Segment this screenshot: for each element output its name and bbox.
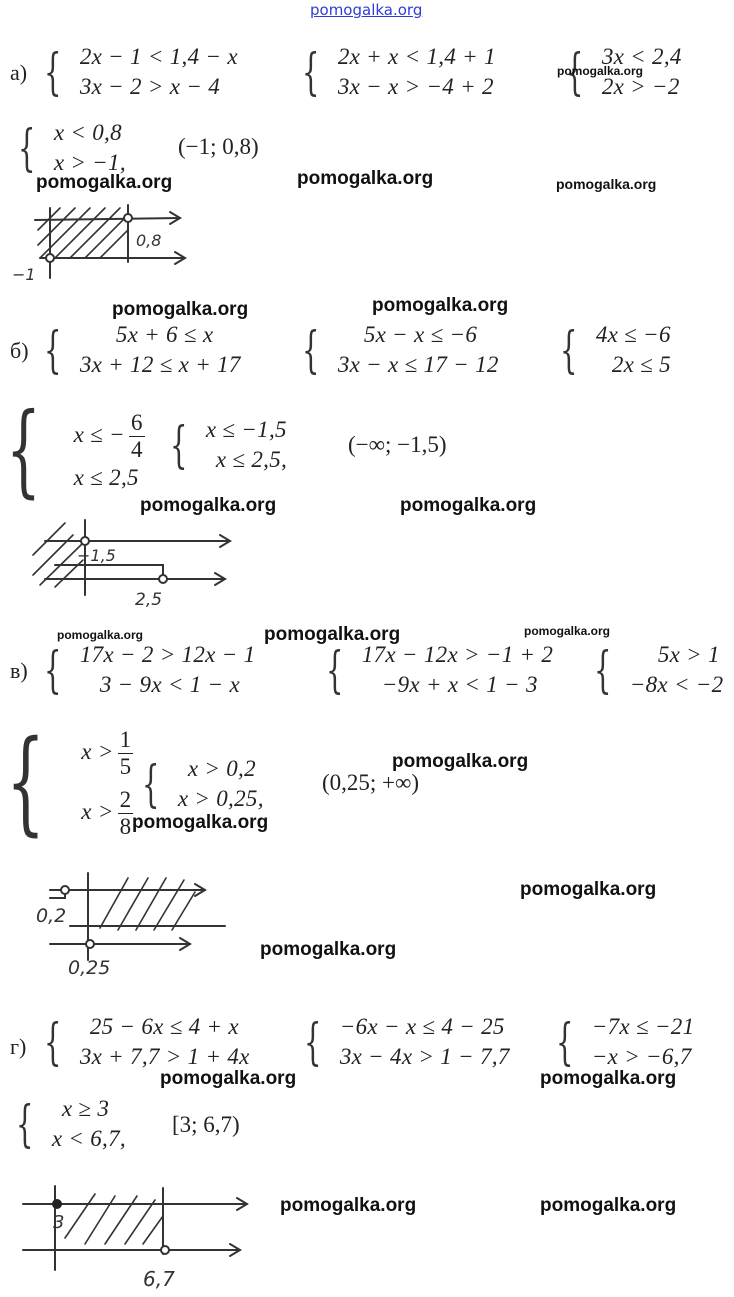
- brace-icon: {: [44, 1013, 62, 1071]
- watermark-text: pomogalka.org: [297, 168, 434, 189]
- equation-line: x > −1,: [53, 150, 126, 175]
- fraction: $\frac{1}{5}$: [119, 727, 132, 780]
- problem-c-system-4: [6, 717, 133, 847]
- brace-icon: {: [304, 1013, 322, 1071]
- brace-icon: {: [44, 641, 62, 699]
- equation-line: 5x > 1: [657, 642, 720, 667]
- problem-b-number-line-sketch: [25, 515, 235, 610]
- brace-icon: {: [326, 641, 344, 699]
- equation-line: −x > −6,7: [591, 1044, 692, 1069]
- brace-icon: {: [142, 755, 160, 813]
- watermark-text: pomogalka.org: [540, 1195, 677, 1216]
- brace-icon: {: [44, 43, 62, 101]
- equation-line: 3x + 12 ≤ x + 17: [79, 352, 241, 377]
- problem-c-label: в): [10, 658, 28, 683]
- problem-c-answer: (0,25; +∞): [322, 770, 420, 795]
- equation-line: 5x − x ≤ −6: [363, 322, 478, 347]
- problem-b-system-2: [302, 320, 499, 380]
- equation-line: 17x − 2 > 12x − 1: [79, 642, 256, 667]
- problem-d-system-2: [304, 1012, 510, 1072]
- equation-line: 25 − 6x ≤ 4 + x: [89, 1014, 239, 1039]
- problem-d-system-4: [16, 1094, 126, 1154]
- fraction: $\frac{2}{8}$: [119, 787, 132, 840]
- problem-d-label: г): [10, 1034, 27, 1059]
- problem-b-system-4: [6, 391, 145, 508]
- equation-line: 2x ≤ 5: [611, 352, 671, 377]
- problem-a-system-4: [18, 118, 126, 178]
- watermark-text: pomogalka.org: [140, 495, 277, 516]
- problem-d-system-3: [556, 1012, 694, 1072]
- problem-c-system-3: [594, 640, 723, 700]
- brace-icon: {: [16, 1095, 34, 1153]
- brace-icon: {: [594, 641, 612, 699]
- sketch-label: 0,25: [68, 957, 111, 979]
- brace-icon: {: [302, 321, 320, 379]
- site-header-link[interactable]: pomogalka.org: [310, 1, 423, 19]
- problem-b-answer: (−∞; −1,5): [348, 432, 447, 457]
- brace-icon: {: [560, 321, 578, 379]
- equation-line: x ≤ − $\frac{6}{4}$: [73, 410, 143, 463]
- equation-line: 3 − 9x < 1 − x: [99, 672, 240, 697]
- watermark-text: pomogalka.org: [392, 751, 529, 772]
- watermark-text: pomogalka.org: [520, 879, 657, 900]
- equation-line: x < 0,8: [53, 120, 122, 145]
- brace-icon: {: [170, 416, 188, 474]
- problem-d-answer: [3; 6,7): [172, 1112, 240, 1137]
- watermark-text: pomogalka.org: [264, 624, 401, 645]
- equation-line: x < 6,7,: [51, 1126, 126, 1151]
- equation-line: x ≤ 2,5,: [215, 447, 288, 472]
- problem-b-system-3: [560, 320, 671, 380]
- equation-line: 4x ≤ −6: [595, 322, 671, 347]
- equation-line: x > 0,2: [187, 756, 256, 781]
- sketch-label: 0,8: [136, 231, 162, 250]
- equation-line: x ≤ −1,5: [205, 417, 287, 442]
- sketch-label: 2,5: [135, 590, 163, 610]
- equation-line: 2x − 1 < 1,4 − x: [79, 44, 238, 69]
- watermark-text: pomogalka.org: [160, 1068, 297, 1089]
- problem-a-label: а): [10, 60, 28, 85]
- watermark-text: pomogalka.org: [400, 495, 537, 516]
- brace-icon: {: [6, 717, 46, 847]
- equation-line: 5x + 6 ≤ x: [115, 322, 214, 347]
- watermark-text: pomogalka.org: [556, 176, 657, 192]
- equation-line: 2x > −2: [601, 74, 680, 99]
- watermark-text: pomogalka.org: [557, 64, 644, 78]
- equation-line: x ≤ 2,5: [73, 465, 139, 491]
- watermark-text: pomogalka.org: [112, 299, 249, 320]
- brace-icon: {: [6, 391, 41, 508]
- equation-line: x > $\frac{2}{8}$: [81, 787, 132, 840]
- equation-line: 2x + x < 1,4 + 1: [337, 44, 496, 69]
- sketch-label: −1,5: [77, 546, 116, 565]
- problem-c-system-2: [326, 640, 553, 700]
- watermark-text: pomogalka.org: [524, 624, 611, 638]
- problem-b-system-1: [44, 320, 241, 380]
- problem-a-number-line-sketch: [10, 200, 190, 285]
- problem-a-system-1: [44, 42, 238, 102]
- equation-line: 17x − 12x > −1 + 2: [361, 642, 554, 667]
- problem-b-label: б): [10, 338, 29, 363]
- problem-c-number-line-sketch: [10, 868, 230, 978]
- equation-line: 3x − 2 > x − 4: [79, 74, 220, 99]
- problem-a-answer: (−1; 0,8): [178, 134, 259, 159]
- equation-line: 3x − 4x > 1 − 7,7: [339, 1044, 510, 1069]
- brace-icon: {: [44, 321, 62, 379]
- equation-line: −7x ≤ −21: [591, 1014, 695, 1039]
- watermark-text: pomogalka.org: [372, 295, 509, 316]
- equation-line: 3x < 2,4: [601, 44, 682, 69]
- problem-c-system-1: [44, 640, 255, 700]
- equation-line: 3x − x ≤ 17 − 12: [337, 352, 499, 377]
- brace-icon: {: [556, 1013, 574, 1071]
- equation-line: 3x − x > −4 + 2: [337, 74, 494, 99]
- equation-line: −9x + x < 1 − 3: [381, 672, 538, 697]
- equation-line: 3x + 7,7 > 1 + 4x: [79, 1044, 250, 1069]
- problem-d-system-1: [44, 1012, 250, 1072]
- equation-line: x > $\frac{1}{5}$: [81, 727, 132, 780]
- brace-icon: {: [302, 43, 320, 101]
- equation-line: x > 0,25,: [177, 786, 264, 811]
- fraction: $\frac{6}{4}$: [130, 410, 143, 463]
- brace-icon: {: [18, 119, 36, 177]
- problem-c-system-5: [142, 754, 264, 814]
- sketch-label: −1: [12, 265, 36, 284]
- problem-a-system-2: [302, 42, 496, 102]
- watermark-text: pomogalka.org: [132, 812, 269, 833]
- equation-line: −8x < −2: [629, 672, 724, 697]
- sketch-label: 3: [53, 1212, 65, 1233]
- watermark-text: pomogalka.org: [57, 628, 144, 642]
- watermark-text: pomogalka.org: [260, 939, 397, 960]
- equation-line: −6x − x ≤ 4 − 25: [339, 1014, 505, 1039]
- brace-icon: {: [566, 43, 584, 101]
- sketch-label: 6,7: [143, 1267, 175, 1291]
- problem-d-number-line-sketch: [15, 1178, 255, 1293]
- problem-b-system-5: [170, 415, 287, 475]
- watermark-text: pomogalka.org: [36, 172, 173, 193]
- equation-line: x ≥ 3: [61, 1096, 110, 1121]
- sketch-label: 0,2: [36, 905, 67, 927]
- watermark-text: pomogalka.org: [280, 1195, 417, 1216]
- watermark-text: pomogalka.org: [540, 1068, 677, 1089]
